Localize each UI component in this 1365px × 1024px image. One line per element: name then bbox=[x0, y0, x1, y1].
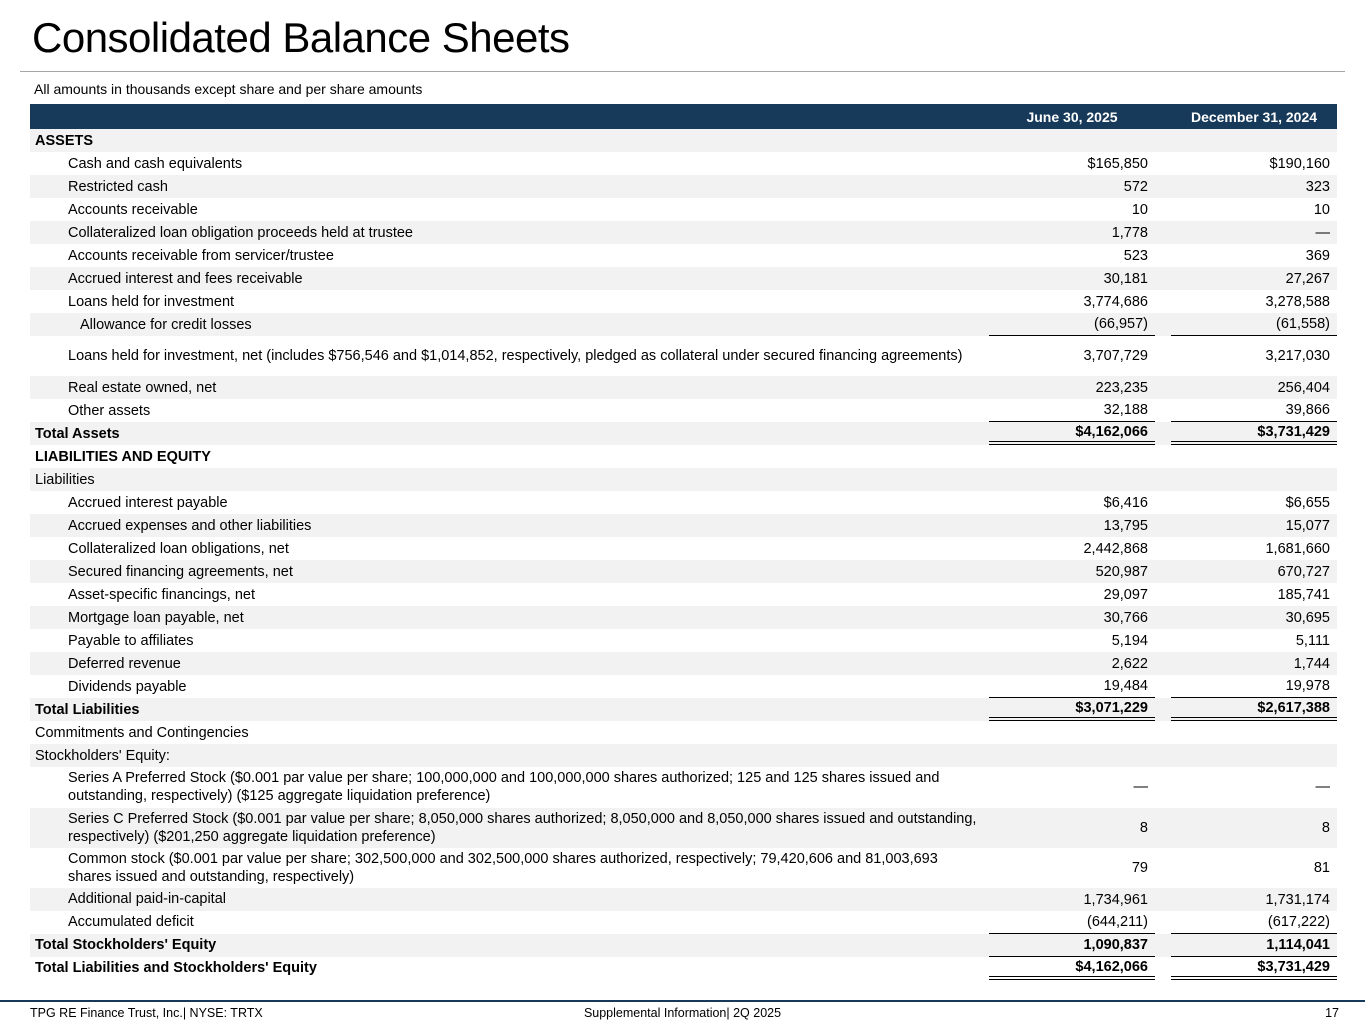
row-label: Total Liabilities and Stockholders' Equity bbox=[35, 960, 317, 977]
row-value-v1: 19,484 bbox=[989, 675, 1155, 698]
row-label: Additional paid-in-capital bbox=[68, 891, 226, 908]
row-value-v2: 1,681,660 bbox=[1265, 540, 1330, 557]
row-value-v2: 185,741 bbox=[1277, 586, 1330, 603]
row-value-v1: $6,416 bbox=[1103, 494, 1148, 511]
row-label: Collateralized loan obligations, net bbox=[68, 540, 289, 557]
balance-sheet-table bbox=[30, 104, 1337, 980]
table-row bbox=[30, 606, 1337, 629]
table-row bbox=[30, 152, 1337, 175]
row-label: Payable to affiliates bbox=[68, 632, 194, 649]
row-value-v1: 223,235 bbox=[1095, 379, 1148, 396]
footer bbox=[0, 1000, 1365, 1024]
row-label: LIABILITIES AND EQUITY bbox=[35, 448, 211, 465]
table-row bbox=[30, 934, 1337, 957]
table-row bbox=[30, 767, 1337, 807]
row-label: Commitments and Contingencies bbox=[35, 724, 249, 741]
row-value-v2: 15,077 bbox=[1285, 517, 1330, 534]
row-value-v2: 39,866 bbox=[1171, 399, 1337, 422]
row-label: Total Liabilities bbox=[35, 701, 140, 718]
row-value-v1: 2,622 bbox=[1111, 655, 1148, 672]
row-value-v2: — bbox=[1315, 779, 1330, 796]
row-value-v2: $3,731,429 bbox=[1171, 957, 1337, 980]
row-label: Total Assets bbox=[35, 425, 120, 442]
page-title: Consolidated Balance Sheets bbox=[32, 14, 570, 61]
page-number: 17 bbox=[1325, 1006, 1339, 1020]
table-row bbox=[30, 721, 1337, 744]
row-label: Stockholders' Equity: bbox=[35, 747, 170, 764]
table-row bbox=[30, 175, 1337, 198]
header-spacer bbox=[30, 115, 989, 119]
row-label: Dividends payable bbox=[68, 678, 187, 695]
row-value-v1: 8 bbox=[1139, 819, 1148, 836]
row-value-v2: — bbox=[1315, 224, 1330, 241]
row-value-v2: (61,558) bbox=[1171, 313, 1337, 336]
row-value-v2: 323 bbox=[1305, 178, 1330, 195]
row-value-v2: 1,744 bbox=[1293, 655, 1330, 672]
row-label: Mortgage loan payable, net bbox=[68, 609, 244, 626]
column-header-june-30-2025: June 30, 2025 bbox=[1026, 108, 1118, 125]
row-value-v1: (66,957) bbox=[989, 313, 1155, 336]
row-label: Common stock ($0.001 par value per share; 302,500,000 and 302,500,000 shares authorized, respectively; 79,420,606 and 81,003,693 shares issued and outstanding, respectively) bbox=[68, 850, 938, 885]
table-header bbox=[30, 104, 1337, 129]
row-label: Accrued interest and fees receivable bbox=[68, 270, 303, 287]
table-row bbox=[30, 911, 1337, 934]
row-value-v2: $2,617,388 bbox=[1171, 698, 1337, 721]
table-row bbox=[30, 290, 1337, 313]
row-label: Series A Preferred Stock ($0.001 par value per share; 100,000,000 and 100,000,000 shares authorized; 125 and 125 shares issued and outstanding, respectively) ($125 aggregate liquidation preference) bbox=[68, 770, 940, 805]
row-label: Accounts receivable from servicer/trustee bbox=[68, 247, 334, 264]
table-row bbox=[30, 848, 1337, 888]
table-row bbox=[30, 244, 1337, 267]
row-label: Accrued expenses and other liabilities bbox=[68, 517, 312, 534]
row-label: Accounts receivable bbox=[68, 201, 198, 218]
row-label: ASSETS bbox=[35, 132, 94, 149]
table-body bbox=[30, 129, 1337, 980]
row-value-v2: 10 bbox=[1313, 201, 1330, 218]
table-row bbox=[30, 336, 1337, 376]
row-label: Secured financing agreements, net bbox=[68, 563, 293, 580]
row-value-v1: $165,850 bbox=[1087, 155, 1148, 172]
row-label: Collateralized loan obligation proceeds held at trustee bbox=[68, 224, 413, 241]
row-value-v1: 1,090,837 bbox=[989, 934, 1155, 957]
table-row bbox=[30, 583, 1337, 606]
row-value-v2: 1,114,041 bbox=[1171, 934, 1337, 957]
row-value-v2: 81 bbox=[1313, 859, 1330, 876]
table-row bbox=[30, 422, 1337, 445]
table-row bbox=[30, 675, 1337, 698]
row-value-v2: $190,160 bbox=[1269, 155, 1330, 172]
row-value-v2: 30,695 bbox=[1285, 609, 1330, 626]
row-value-v2: 3,278,588 bbox=[1265, 293, 1330, 310]
row-value-v1: 572 bbox=[1123, 178, 1148, 195]
table-row bbox=[30, 445, 1337, 468]
row-value-v1: $4,162,066 bbox=[989, 957, 1155, 980]
row-value-v1: 3,774,686 bbox=[1083, 293, 1148, 310]
table-row bbox=[30, 221, 1337, 244]
row-value-v1: $4,162,066 bbox=[989, 422, 1155, 445]
row-label: Series C Preferred Stock ($0.001 par value per share; 8,050,000 shares authorized; 8,050,000 and 8,050,000 shares issued and outstanding, respectively) ($201,250 aggregate liquidation preference) bbox=[68, 810, 977, 845]
row-label: Loans held for investment, net (includes $756,546 and $1,014,852, respectively, pledged as collateral under secured financing agreements) bbox=[68, 348, 963, 365]
row-value-v1: — bbox=[1133, 779, 1148, 796]
footer-document-title: Supplemental Information| 2Q 2025 bbox=[583, 1006, 782, 1020]
row-label: Loans held for investment bbox=[68, 293, 235, 310]
row-value-v1: (644,211) bbox=[989, 911, 1155, 934]
row-value-v1: 2,442,868 bbox=[1083, 540, 1148, 557]
table-row bbox=[30, 514, 1337, 537]
table-row bbox=[30, 129, 1337, 152]
row-label: Asset-specific financings, net bbox=[68, 586, 255, 603]
row-value-v1: 3,707,729 bbox=[1083, 348, 1148, 365]
row-value-v2: $6,655 bbox=[1285, 494, 1330, 511]
row-value-v1: 79 bbox=[1131, 859, 1148, 876]
row-label: Other assets bbox=[68, 402, 151, 419]
table-row bbox=[30, 537, 1337, 560]
row-value-v1: 30,766 bbox=[1103, 609, 1148, 626]
table-row bbox=[30, 468, 1337, 491]
table-row bbox=[30, 198, 1337, 221]
table-row bbox=[30, 376, 1337, 399]
table-row bbox=[30, 698, 1337, 721]
row-label: Accrued interest payable bbox=[68, 494, 228, 511]
table-row bbox=[30, 957, 1337, 980]
table-row bbox=[30, 744, 1337, 767]
table-row bbox=[30, 399, 1337, 422]
row-label: Restricted cash bbox=[68, 178, 168, 195]
row-value-v2: 8 bbox=[1321, 819, 1330, 836]
row-label: Allowance for credit losses bbox=[80, 316, 252, 333]
row-value-v1: 1,734,961 bbox=[1083, 891, 1148, 908]
row-label: Total Stockholders' Equity bbox=[35, 937, 217, 954]
row-value-v1: 5,194 bbox=[1111, 632, 1148, 649]
row-value-v1: 10 bbox=[1131, 201, 1148, 218]
row-value-v1: 32,188 bbox=[989, 399, 1155, 422]
row-value-v1: 520,987 bbox=[1095, 563, 1148, 580]
row-value-v2: 19,978 bbox=[1171, 675, 1337, 698]
row-value-v2: 1,731,174 bbox=[1265, 891, 1330, 908]
row-label: Deferred revenue bbox=[68, 655, 181, 672]
row-value-v2: 27,267 bbox=[1285, 270, 1330, 287]
row-label: Real estate owned, net bbox=[68, 379, 217, 396]
row-value-v1: 30,181 bbox=[1103, 270, 1148, 287]
row-value-v1: 29,097 bbox=[1103, 586, 1148, 603]
column-header-december-31-2024: December 31, 2024 bbox=[1190, 108, 1318, 125]
table-row bbox=[30, 560, 1337, 583]
row-label: Accumulated deficit bbox=[68, 914, 194, 931]
row-value-v2: $3,731,429 bbox=[1171, 422, 1337, 445]
row-value-v1: 523 bbox=[1123, 247, 1148, 264]
units-note: All amounts in thousands except share and per share amounts bbox=[34, 81, 423, 98]
row-value-v2: 5,111 bbox=[1295, 632, 1330, 649]
row-label: Liabilities bbox=[35, 471, 95, 488]
row-value-v2: 369 bbox=[1305, 247, 1330, 264]
table-row bbox=[30, 808, 1337, 848]
row-value-v1: 1,778 bbox=[1111, 224, 1148, 241]
table-row bbox=[30, 629, 1337, 652]
row-value-v2: (617,222) bbox=[1171, 911, 1337, 934]
row-value-v2: 256,404 bbox=[1277, 379, 1330, 396]
table-row bbox=[30, 313, 1337, 336]
row-value-v1: $3,071,229 bbox=[989, 698, 1155, 721]
row-value-v2: 3,217,030 bbox=[1265, 348, 1330, 365]
table-row bbox=[30, 491, 1337, 514]
row-value-v2: 670,727 bbox=[1277, 563, 1330, 580]
row-label: Cash and cash equivalents bbox=[68, 155, 243, 172]
table-row bbox=[30, 267, 1337, 290]
row-value-v1: 13,795 bbox=[1103, 517, 1148, 534]
table-row bbox=[30, 652, 1337, 675]
footer-company: TPG RE Finance Trust, Inc.| NYSE: TRTX bbox=[30, 1006, 263, 1020]
table-row bbox=[30, 888, 1337, 911]
